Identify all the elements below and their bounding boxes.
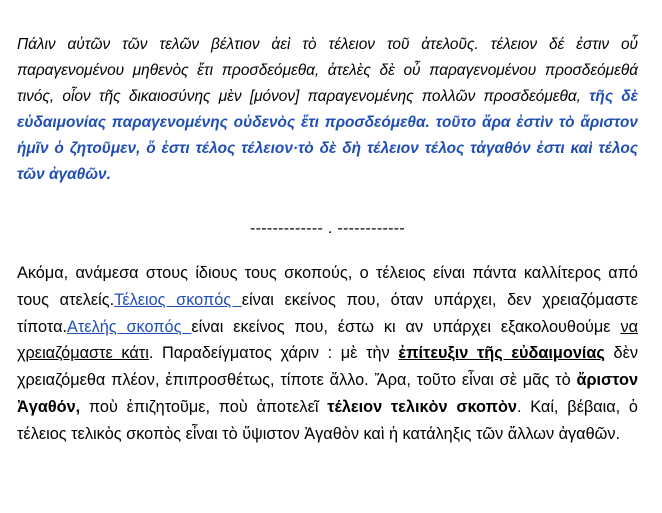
modern-text-6: ποὺ ἐπιζητοῦμε, ποὺ ἀποτελεῖ	[80, 397, 328, 416]
modern-greek-paragraph	[17, 260, 638, 448]
section-separator: ------------- . ------------	[250, 220, 405, 237]
modern-text-2: είναι εκείνος που, όταν υπάρχει, δεν χρειαζόμαστε τίποτα.	[17, 290, 638, 336]
bold-underlined-phrase: ἐπίτευξιν τῆς εὐδαιμονίας	[398, 344, 605, 363]
modern-text-7: . Καί, βέβαια, ὁ τέλειος τελικὸς σκοπὸς εἶναι τὸ ὕψιστον Ἀγαθὸν καὶ ἡ κατάληξις τῶν ἄλλων ἀγαθῶν.	[17, 397, 638, 443]
modern-text-5: δὲν χρειαζόμεθα πλέον, ἐπιπροσθέτως, τίποτε ἄλλο. Ἄρα, τοῦτο εἶναι σὲ μᾶς τὸ	[17, 344, 638, 390]
link-atelis-skopos[interactable]: Ατελής σκοπός	[67, 317, 192, 336]
ancient-text: Πάλιν αὐτῶν τῶν τελῶν βέλτιον ἀεὶ τὸ τέλειον τοῦ ἀτελοῦς. τέλειον δέ ἐστιν οὗ παραγενομένου μηθενὸς ἔτι προσδεόμεθα, ἀτελὲς δὲ οὗ παραγενομένου προσδεόμεθά τινός, οἷον τῆς δικαιοσύνης μὲν [μόνον] παραγενομένης πολλῶν προσδεόμεθα,	[17, 36, 638, 105]
bold-phrase-ariston: ἄριστον Ἀγαθόν,	[17, 371, 638, 416]
link-teleios-skopos[interactable]: Τέλειος σκοπός	[114, 290, 242, 309]
modern-text-4: . Παραδείγματος χάριν : μὲ τὴν	[148, 344, 399, 363]
ancient-greek-paragraph	[17, 32, 638, 188]
bold-phrase-teleion: τέλειον τελικὸν σκοπὸν	[327, 397, 517, 416]
modern-text-3: είναι εκείνος που, έστω κι αν υπάρχει εξακολουθούμε	[191, 317, 621, 336]
modern-text-1: Ακόμα, ανάμεσα στους ίδιους τους σκοπούς, ο τέλειος είναι πάντα καλλίτερος από τους ατελείς.	[17, 264, 638, 309]
ancient-highlighted-text: τῆς δὲ εὐδαιμονίας παραγενομένης οὐδενὸς ἔτι προσδεόμεθα. τοῦτο ἄρα ἐστὶν τὸ ἄριστον ἡμῖν ὁ ζητοῦμεν, ὅ ἐστι τέλος τέλειον·τὸ δὲ δὴ τέλειον τέλος τἀγαθόν ἐστι καὶ τέλος τῶν ἀγαθῶν.	[17, 88, 638, 183]
underlined-phrase: να χρειαζόμαστε κάτι	[17, 317, 638, 363]
